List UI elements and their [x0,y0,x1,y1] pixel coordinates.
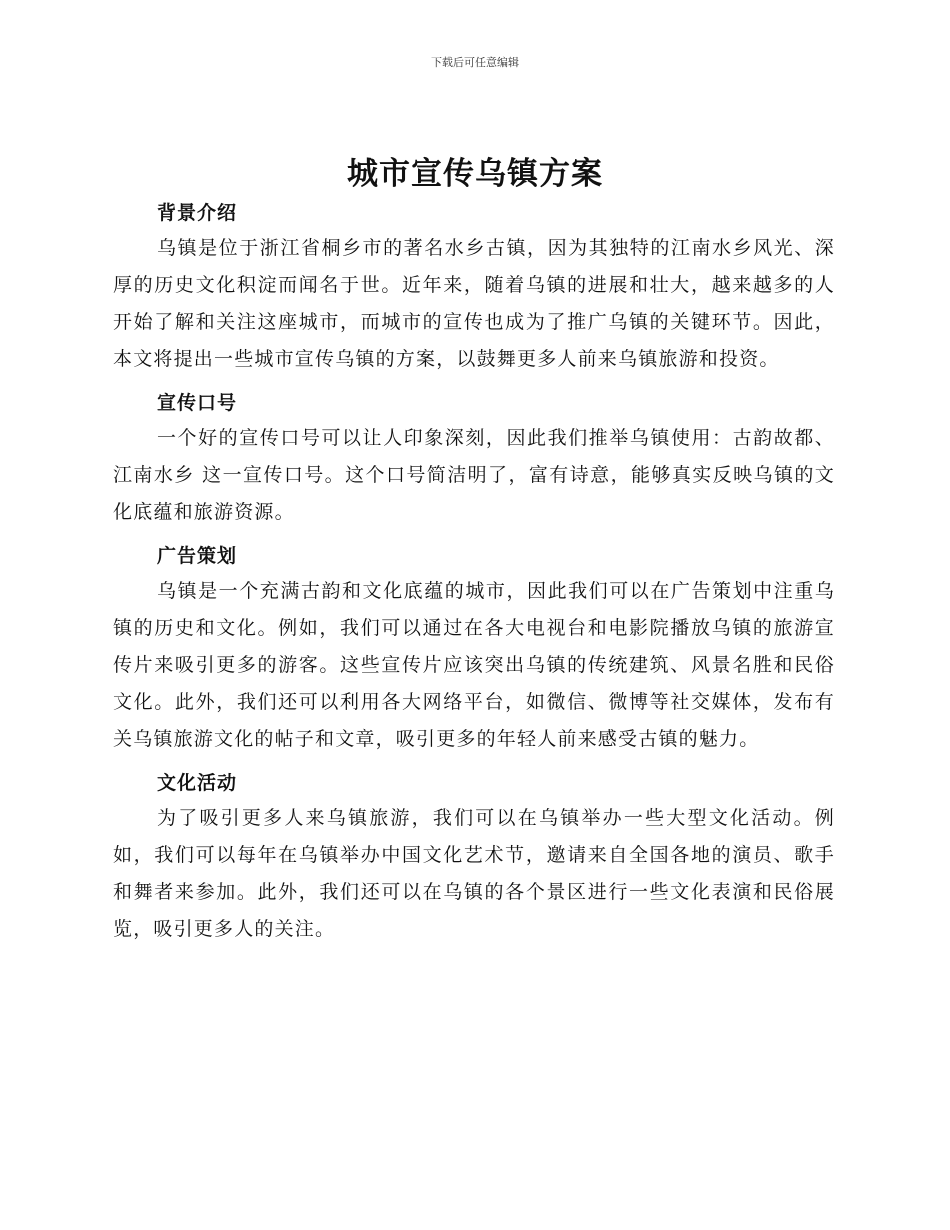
section-slogan [113,386,835,531]
header-note: 下载后可任意编辑 [431,56,519,69]
section-paragraph: 一个好的宣传口号可以让人印象深刻，因此我们推举乌镇使用：古韵故都、江南水乡 这一宣传口号。这个口号简洁明了，富有诗意，能够真实反映乌镇的文化底蕴和旅游资源。 [113,427,835,523]
document-body [113,196,835,956]
section-cultural-activities [113,766,835,948]
section-paragraph: 乌镇是一个充满古韵和文化底蕴的城市，因此我们可以在广告策划中注重乌镇的历史和文化。例如，我们可以通过在各大电视台和电影院播放乌镇的旅游宣传片来吸引更多的游客。这些宣传片应该突出乌镇的传统建筑、风景名胜和民俗文化。此外，我们还可以利用各大网络平台，如微信、微博等社交媒体，发布有关乌镇旅游文化的帖子和文章，吸引更多的年轻人前来感受古镇的魅力。 [113,580,835,750]
section-background [113,196,835,378]
document-title: 城市宣传乌镇方案 [347,156,603,192]
section-heading: 背景介绍 [157,202,238,224]
section-heading: 广告策划 [157,545,238,567]
section-advertising [113,539,835,758]
section-paragraph: 为了吸引更多人来乌镇旅游，我们可以在乌镇举办一些大型文化活动。例如，我们可以每年在乌镇举办中国文化艺术节，邀请来自全国各地的演员、歌手和舞者来参加。此外，我们还可以在乌镇的各个景区进行一些文化表演和民俗展览，吸引更多人的关注。 [113,807,835,940]
section-heading: 文化活动 [157,772,238,794]
section-paragraph: 乌镇是位于浙江省桐乡市的著名水乡古镇，因为其独特的江南水乡风光、深厚的历史文化积淀而闻名于世。近年来，随着乌镇的进展和壮大，越来越多的人开始了解和关注这座城市，而城市的宣传也成为了推广乌镇的关键环节。因此，本文将提出一些城市宣传乌镇的方案，以鼓舞更多人前来乌镇旅游和投资。 [113,237,835,370]
section-heading: 宣传口号 [157,392,238,414]
